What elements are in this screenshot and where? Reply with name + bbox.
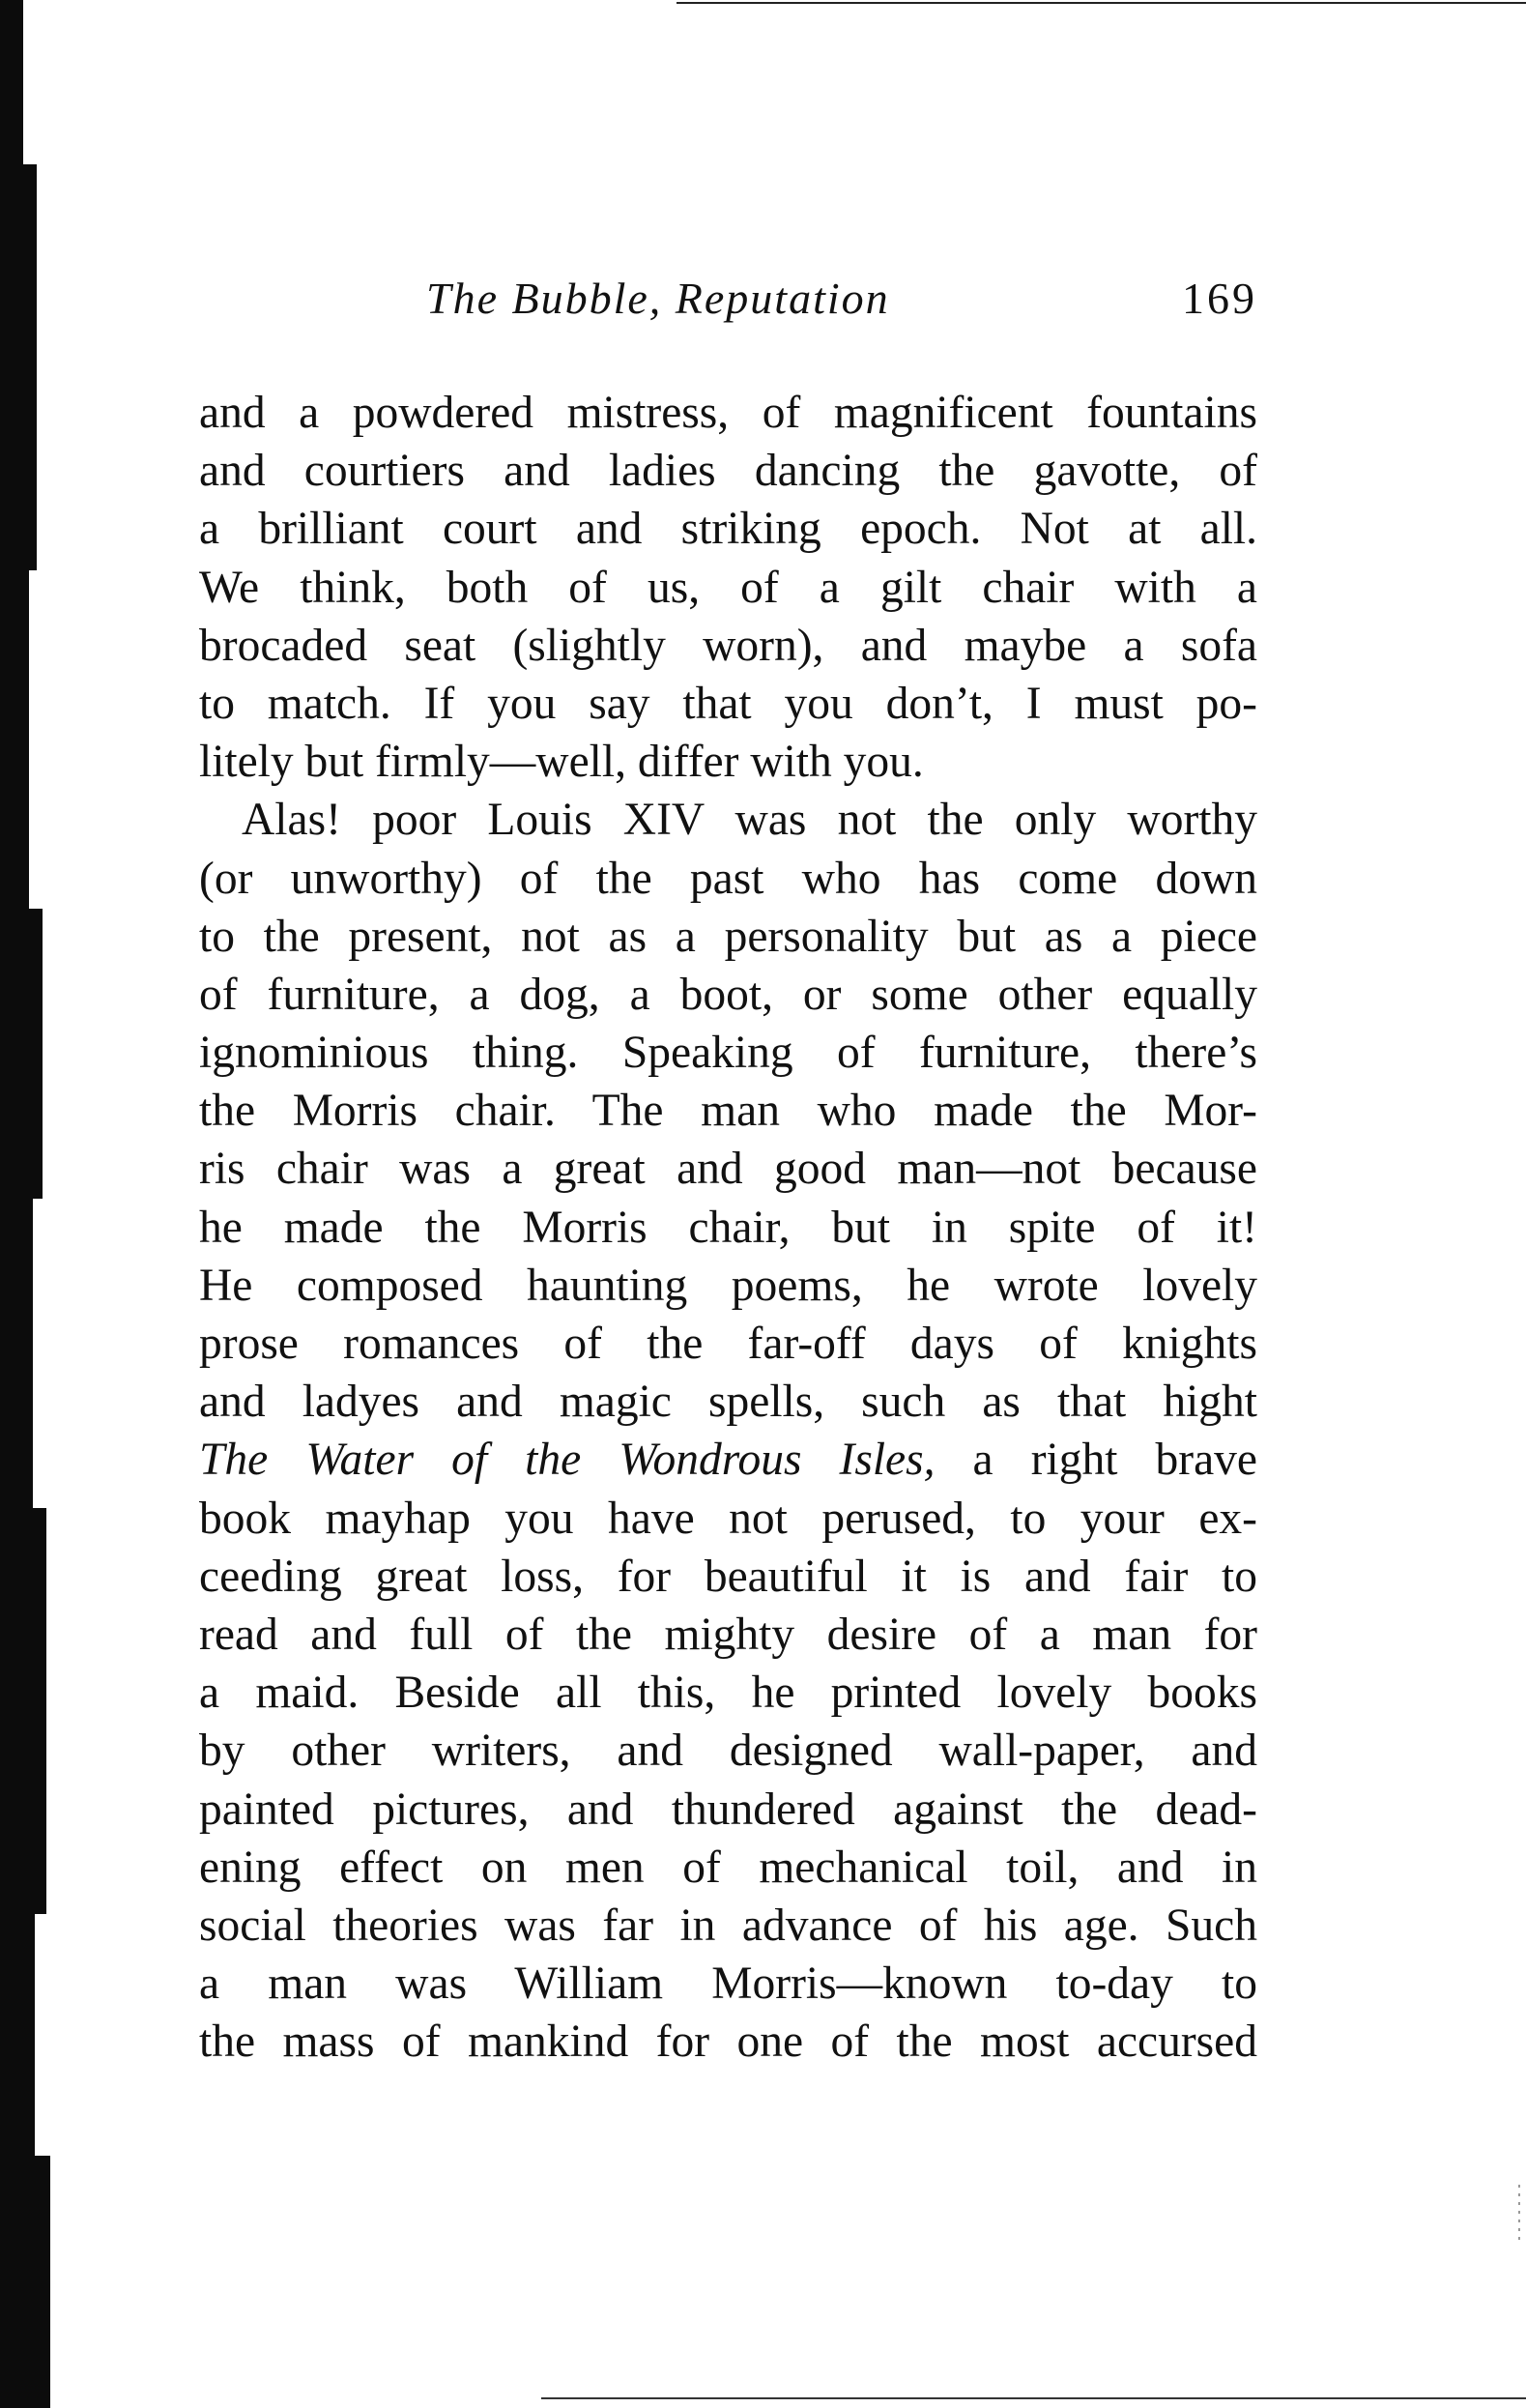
text-line: book mayhap you have not perused, to your ex- [199, 1493, 1257, 1544]
page-number: 169 [1182, 274, 1257, 323]
text-line: of furniture, a dog, a boot, or some other equally [199, 969, 1257, 1020]
text-line: painted pictures, and thundered against the dead- [199, 1784, 1257, 1835]
text-line: social theories was far in advance of his age. Such [199, 1900, 1257, 1951]
scan-right-specks [1518, 2185, 1520, 2243]
book-title-line-rest: a right brave [935, 1435, 1257, 1486]
scan-bottom-rule [541, 2397, 1526, 2399]
text-line: He composed haunting poems, he wrote lovely [199, 1260, 1257, 1311]
text-line: brocaded seat (slightly worn), and maybe a sofa [199, 620, 1257, 671]
text-line: the mass of mankind for one of the most accursed [199, 2016, 1257, 2068]
text-line: by other writers, and designed wall-paper, and [199, 1726, 1257, 1777]
text-line: ris chair was a great and good man—not because [199, 1144, 1257, 1195]
text-line: to the present, not as a personality but as a piece [199, 911, 1257, 962]
body-text [199, 384, 1257, 2071]
text-line: and ladyes and magic spells, such as that hight [199, 1377, 1257, 1428]
text-line: We think, both of us, of a gilt chair with a [199, 562, 1257, 613]
text-line: to match. If you say that you don’t, I must po- [199, 678, 1257, 729]
text-line: he made the Morris chair, but in spite of it! [199, 1202, 1257, 1253]
text-line: ignominious thing. Speaking of furniture, there’s [199, 1028, 1257, 1079]
book-title-line [199, 1431, 1257, 1489]
text-line: ceeding great loss, for beautiful it is and fair to [199, 1551, 1257, 1602]
running-head-title: The Bubble, Reputation [426, 274, 890, 323]
scan-binding-edge [0, 0, 56, 2408]
text-line: and courtiers and ladies dancing the gavotte, of [199, 446, 1257, 497]
text-line: Alas! poor Louis XIV was not the only worthy [242, 795, 1257, 846]
text-line: ening effect on men of mechanical toil, and in [199, 1842, 1257, 1893]
text-line: a maid. Beside all this, he printed lovely books [199, 1668, 1257, 1719]
text-line: (or unworthy) of the past who has come down [199, 853, 1257, 904]
scan-top-rule [677, 2, 1526, 4]
book-title: The Water of the Wondrous Isles, [199, 1435, 936, 1486]
page-header [199, 273, 1257, 331]
text-line: litely but firmly—well, differ with you. [199, 737, 924, 788]
text-line: read and full of the mighty desire of a man for [199, 1609, 1257, 1660]
text-line: a brilliant court and striking epoch. Not at all. [199, 504, 1257, 555]
text-line: a man was William Morris—known to-day to [199, 1958, 1257, 2010]
text-line: prose romances of the far-off days of knights [199, 1319, 1257, 1369]
text-line: the Morris chair. The man who made the Mor- [199, 1086, 1257, 1137]
text-line: and a powdered mistress, of magnificent fountains [199, 388, 1257, 438]
